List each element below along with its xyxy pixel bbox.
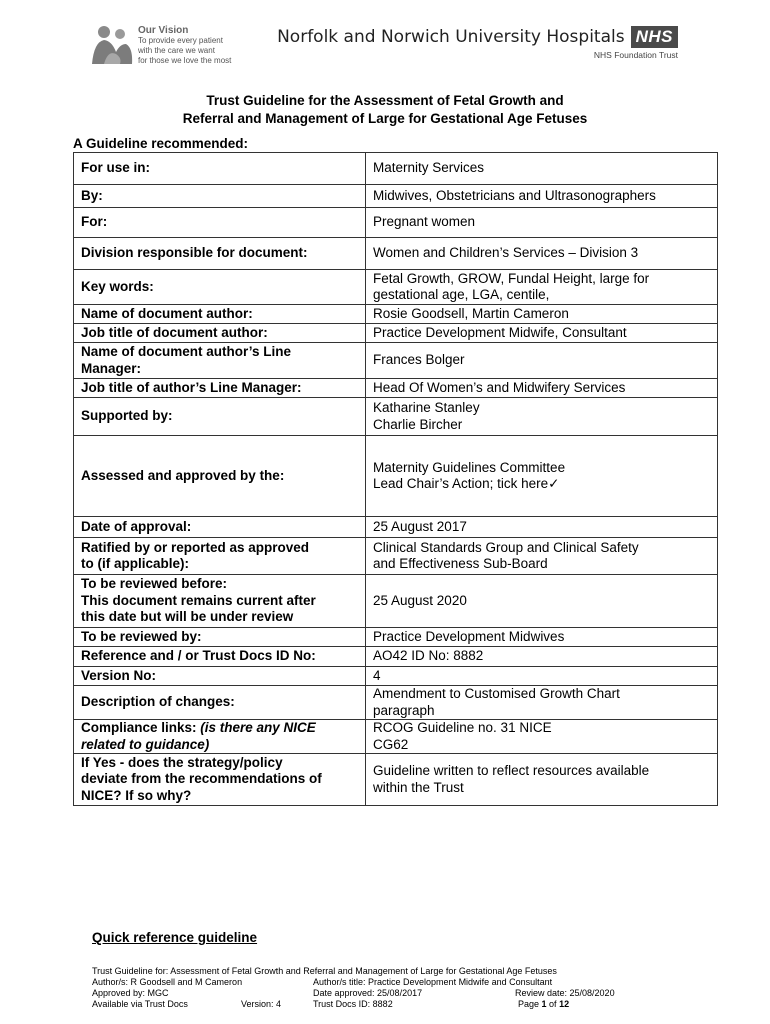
metadata-row xyxy=(74,343,718,379)
metadata-label-line: Key words: xyxy=(81,278,154,294)
metadata-value-line: Maternity Services xyxy=(373,160,485,176)
metadata-row xyxy=(74,153,718,185)
metadata-label xyxy=(74,398,366,436)
metadata-value-line: within the Trust xyxy=(373,779,464,795)
metadata-label-line: NICE? If so why? xyxy=(81,787,192,803)
metadata-label-line: Manager: xyxy=(81,360,142,376)
metadata-label-line: Compliance links: xyxy=(81,720,201,735)
metadata-label-line: This document remains current after xyxy=(81,592,316,608)
vision-title: Our Vision xyxy=(138,25,189,36)
metadata-label-line: Name of document author: xyxy=(81,305,253,321)
guideline-metadata-table xyxy=(73,152,718,806)
metadata-value-line: RCOG Guideline no. 31 NICE xyxy=(373,720,552,735)
metadata-label xyxy=(74,208,366,238)
metadata-label xyxy=(74,185,366,208)
metadata-label xyxy=(74,667,366,686)
footer-availability: Available via Trust Docs xyxy=(92,999,188,1009)
metadata-label xyxy=(74,238,366,270)
metadata-label xyxy=(74,517,366,538)
metadata-value xyxy=(366,667,718,686)
metadata-row xyxy=(74,305,718,324)
metadata-value-line: Women and Children’s Services – Division 3 xyxy=(373,245,639,261)
metadata-value xyxy=(366,305,718,324)
vision-line: To provide every patient xyxy=(138,36,223,45)
metadata-row xyxy=(74,398,718,436)
vision-line: with the care we want xyxy=(138,46,215,55)
footer-trust-docs-id: Trust Docs ID: 8882 xyxy=(313,999,393,1009)
metadata-value xyxy=(366,720,718,754)
metadata-value-line: 25 August 2020 xyxy=(373,592,467,608)
metadata-label xyxy=(74,305,366,324)
metadata-value-line: and Effectiveness Sub-Board xyxy=(373,556,548,571)
page-prefix: Page xyxy=(518,999,542,1009)
organisation-name: Norfolk and Norwich University Hospitals xyxy=(277,27,625,47)
metadata-row xyxy=(74,667,718,686)
page-total: 12 xyxy=(559,999,570,1009)
metadata-value-line: Head Of Women’s and Midwifery Services xyxy=(373,379,626,395)
metadata-label-line: Version No: xyxy=(81,667,157,683)
metadata-value xyxy=(366,398,718,436)
metadata-value-line: Fetal Growth, GROW, Fundal Height, large for xyxy=(373,270,650,286)
metadata-value xyxy=(366,436,718,517)
metadata-row xyxy=(74,575,718,628)
our-vision-logo xyxy=(90,24,240,66)
metadata-value xyxy=(366,575,718,628)
metadata-value-line: Frances Bolger xyxy=(373,352,465,368)
metadata-row xyxy=(74,517,718,538)
metadata-row xyxy=(74,647,718,667)
metadata-value-line: Midwives, Obstetricians and Ultrasonographers xyxy=(373,187,656,203)
metadata-value xyxy=(366,343,718,379)
metadata-label xyxy=(74,324,366,343)
metadata-label-line xyxy=(81,720,358,737)
metadata-label-line: Supported by: xyxy=(81,408,173,424)
metadata-label xyxy=(74,686,366,720)
metadata-value xyxy=(366,270,718,305)
metadata-value xyxy=(366,324,718,343)
footer-version: Version: 4 xyxy=(241,999,282,1009)
metadata-label-line: If Yes - does the strategy/policy xyxy=(81,754,283,770)
vision-text xyxy=(138,26,231,66)
metadata-value xyxy=(366,238,718,270)
metadata-label xyxy=(74,754,366,806)
metadata-label xyxy=(74,538,366,575)
footer-date-approved: Date approved: 25/08/2017 xyxy=(313,988,423,998)
metadata-value-line: Lead Chair’s Action; tick here✓ xyxy=(373,476,560,491)
metadata-label xyxy=(74,628,366,647)
metadata-row xyxy=(74,538,718,575)
metadata-label-line: For use in: xyxy=(81,160,151,176)
metadata-label xyxy=(74,379,366,398)
metadata-label-line: Assessed and approved by the: xyxy=(81,467,285,483)
metadata-value-line: CG62 xyxy=(373,736,409,752)
metadata-value xyxy=(366,628,718,647)
organisation-subtitle: NHS Foundation Trust xyxy=(593,50,678,60)
footer-approved-by: Approved by: MGC xyxy=(92,988,169,998)
metadata-row xyxy=(74,208,718,238)
page-of: of xyxy=(546,999,560,1009)
metadata-value-line: gestational age, LGA, centile, xyxy=(373,287,550,302)
metadata-label xyxy=(74,647,366,667)
metadata-value-line: Rosie Goodsell, Martin Cameron xyxy=(373,305,569,321)
metadata-label xyxy=(74,575,366,628)
metadata-value-line: Katharine Stanley xyxy=(373,400,480,415)
footer-page-number xyxy=(518,999,569,1010)
metadata-label-line: Job title of author’s Line Manager: xyxy=(81,379,302,395)
metadata-row xyxy=(74,238,718,270)
metadata-label-line: to (if applicable): xyxy=(81,556,189,571)
metadata-value xyxy=(366,538,718,575)
metadata-label xyxy=(74,436,366,517)
metadata-value xyxy=(366,153,718,185)
metadata-row xyxy=(74,324,718,343)
metadata-value-line: Charlie Bircher xyxy=(373,416,463,432)
metadata-value-line: Maternity Guidelines Committee xyxy=(373,459,566,475)
metadata-label-line: related to guidance) xyxy=(81,736,210,752)
metadata-label xyxy=(74,720,366,754)
organisation-header xyxy=(277,26,678,60)
metadata-label-line: Name of document author’s Line xyxy=(81,344,292,359)
metadata-row xyxy=(74,270,718,305)
metadata-label-line: Reference and / or Trust Docs ID No: xyxy=(81,648,316,664)
metadata-label-line: For: xyxy=(81,214,108,230)
metadata-row xyxy=(74,628,718,647)
metadata-value-line: Amendment to Customised Growth Chart xyxy=(373,686,620,701)
metadata-label-line: this date but will be under review xyxy=(81,609,294,625)
metadata-row xyxy=(74,379,718,398)
document-footer xyxy=(92,966,652,1010)
footer-guideline-title: Trust Guideline for: Assessment of Fetal Growth and Referral and Management of Large for Gestational Age Fetuses xyxy=(92,966,557,976)
metadata-label xyxy=(74,153,366,185)
quick-reference-heading: Quick reference guideline xyxy=(92,930,258,945)
metadata-value xyxy=(366,379,718,398)
metadata-value xyxy=(366,754,718,806)
nhs-logo: NHS xyxy=(631,26,678,48)
metadata-value-line: Clinical Standards Group and Clinical Safety xyxy=(373,539,639,555)
metadata-label-italic: (is there any NICE xyxy=(200,720,316,735)
metadata-row xyxy=(74,185,718,208)
metadata-value-line: paragraph xyxy=(373,702,435,718)
metadata-label-line: Job title of document author: xyxy=(81,324,268,340)
metadata-value xyxy=(366,185,718,208)
metadata-label-line: Ratified by or reported as approved xyxy=(81,539,310,555)
document-title-line: Referral and Management of Large for Gestational Age Fetuses xyxy=(182,111,588,126)
guideline-recommended-heading: A Guideline recommended: xyxy=(73,136,249,151)
metadata-value-line: 25 August 2017 xyxy=(373,518,467,534)
metadata-label-line: Division responsible for document: xyxy=(81,245,308,261)
metadata-value-line: 4 xyxy=(373,667,381,683)
metadata-label-line: By: xyxy=(81,187,103,203)
metadata-label-line: Description of changes: xyxy=(81,694,235,710)
metadata-label-line: To be reviewed before: xyxy=(81,576,228,592)
metadata-label-line: deviate from the recommendations of xyxy=(81,771,322,787)
metadata-value xyxy=(366,686,718,720)
vision-line: for those we love the most xyxy=(138,56,232,65)
metadata-row xyxy=(74,720,718,754)
page-current: 1 xyxy=(541,999,547,1009)
footer-author-title: Author/s title: Practice Development Midwife and Consultant xyxy=(313,977,553,987)
metadata-value xyxy=(366,647,718,667)
metadata-value-line: Practice Development Midwives xyxy=(373,628,565,644)
people-figures-icon xyxy=(90,24,134,66)
metadata-value xyxy=(366,517,718,538)
footer-authors: Author/s: R Goodsell and M Cameron xyxy=(92,977,243,987)
metadata-row xyxy=(74,754,718,806)
metadata-value-line: Practice Development Midwife, Consultant xyxy=(373,324,627,340)
document-title xyxy=(0,92,770,128)
metadata-value-line: Pregnant women xyxy=(373,214,476,230)
metadata-label-line: Date of approval: xyxy=(81,518,192,534)
metadata-label-line: To be reviewed by: xyxy=(81,628,202,644)
metadata-row xyxy=(74,686,718,720)
footer-review-date: Review date: 25/08/2020 xyxy=(515,988,615,998)
metadata-value xyxy=(366,208,718,238)
metadata-label xyxy=(74,270,366,305)
metadata-value-line: AO42 ID No: 8882 xyxy=(373,648,484,664)
metadata-row xyxy=(74,436,718,517)
document-title-line: Trust Guideline for the Assessment of Fetal Growth and xyxy=(206,93,564,108)
metadata-value-line: Guideline written to reflect resources available xyxy=(373,763,650,778)
metadata-label xyxy=(74,343,366,379)
